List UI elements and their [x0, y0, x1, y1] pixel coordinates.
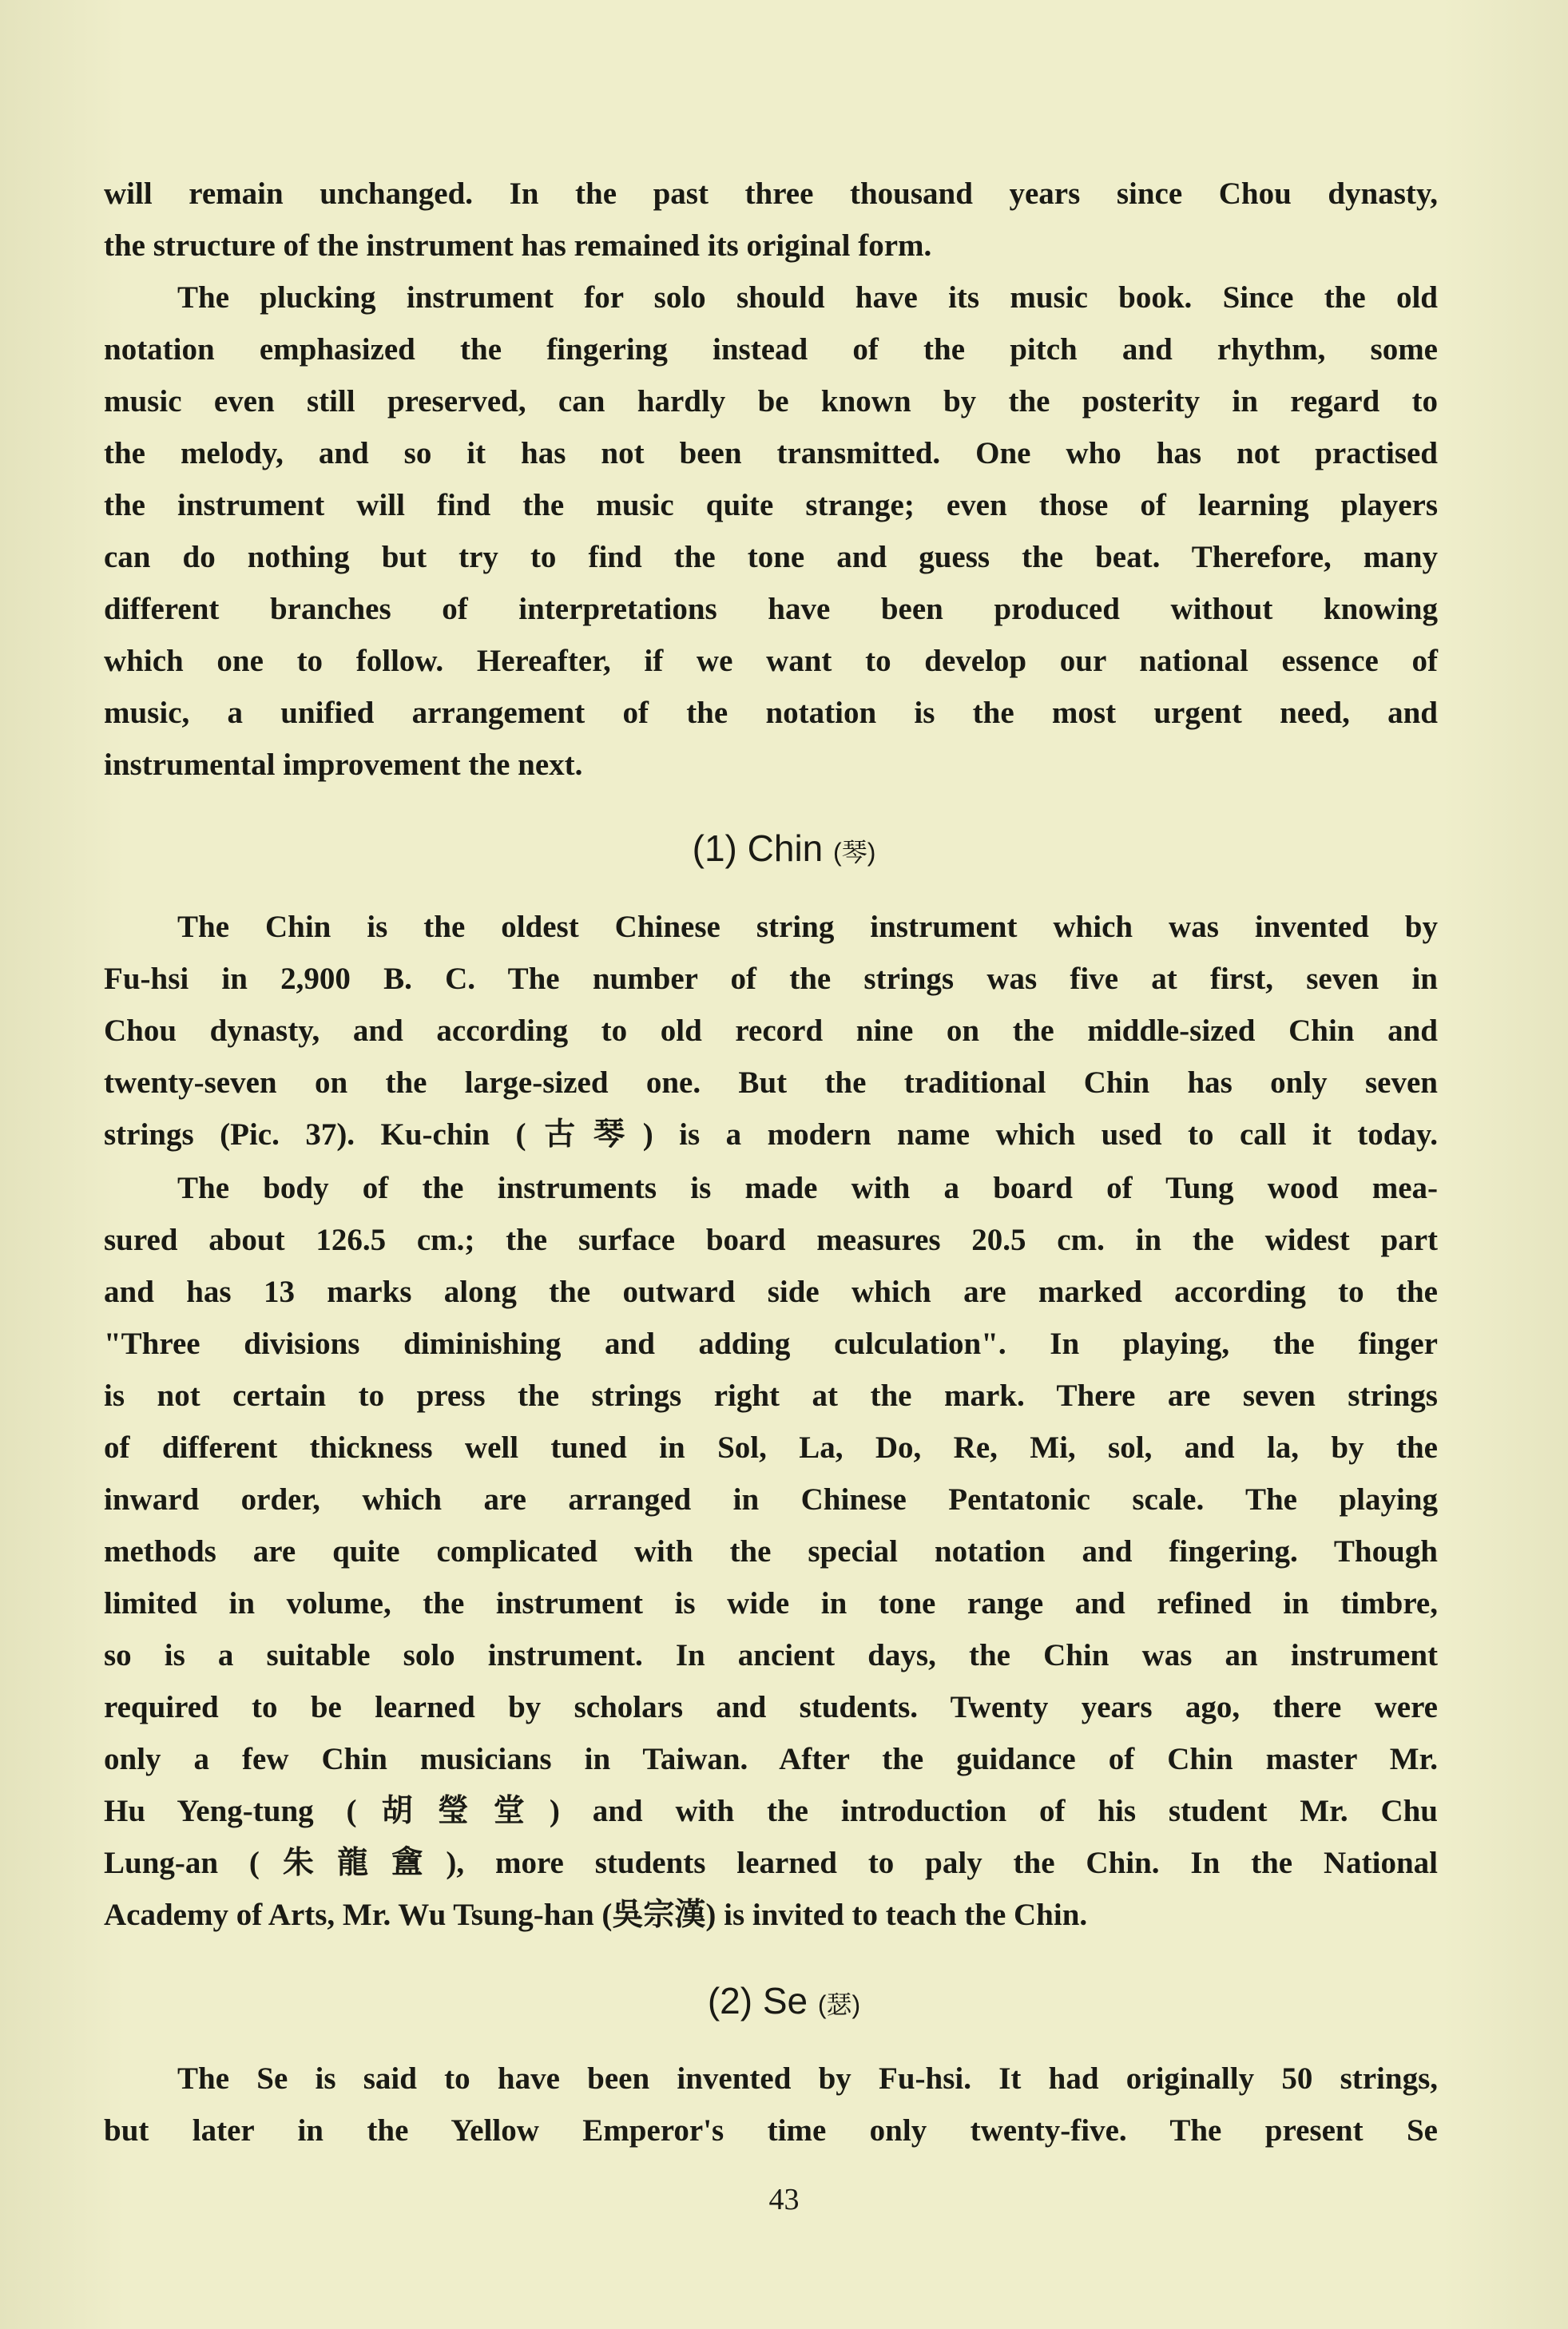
text-line: which one to follow. Hereafter, if we want to develop our national essence of	[104, 644, 1438, 678]
text-line: notation emphasized the fingering instead of the pitch and rhythm, some	[104, 332, 1438, 367]
chin-paragraph-2	[104, 1162, 1438, 1941]
text-line: of different thickness well tuned in Sol, La, Do, Re, Mi, sol, and la, by the	[104, 1430, 1438, 1465]
text-line: the melody, and so it has not been transmitted. One who has not practised	[104, 436, 1438, 470]
text-line: limited in volume, the instrument is wide in tone range and refined in timbre,	[104, 1586, 1438, 1621]
text-line: The Se is said to have been invented by Fu-hsi. It had originally 50 strings,	[177, 2061, 1438, 2096]
text-line: and has 13 marks along the outward side which are marked according to the	[104, 1275, 1438, 1309]
text-line: music even still preserved, can hardly be known by the posterity in regard to	[104, 384, 1438, 419]
text-line: the structure of the instrument has remained its original form.	[104, 228, 932, 263]
text-line: music, a unified arrangement of the notation is the most urgent need, and	[104, 696, 1438, 730]
text-line: different branches of interpretations have been produced without knowing	[104, 592, 1438, 626]
text-line: the instrument will find the music quite strange; even those of learning players	[104, 488, 1438, 522]
text-line: so is a suitable solo instrument. In ancient days, the Chin was an instrument	[104, 1638, 1438, 1672]
text-line: Fu-hsi in 2,900 B. C. The number of the strings was five at first, seven in	[104, 962, 1438, 996]
text-line: instrumental improvement the next.	[104, 748, 583, 782]
chin-paragraph-1	[104, 901, 1438, 1161]
section-heading-se	[0, 1979, 1568, 2022]
text-line: but later in the Yellow Emperor's time only twenty-five. The present Se	[104, 2113, 1438, 2148]
section-heading-chin	[0, 827, 1568, 870]
section-heading-cjk: (瑟)	[817, 1990, 861, 2019]
section-heading-cjk: (琴)	[833, 838, 876, 867]
se-paragraph	[104, 2053, 1438, 2156]
text-line: sured about 126.5 cm.; the surface board measures 20.5 cm. in the widest part	[104, 1223, 1438, 1257]
text-line: inward order, which are arranged in Chinese Pentatonic scale. The playing	[104, 1482, 1438, 1517]
text-line: Chou dynasty, and according to old record nine on the middle-sized Chin and	[104, 1014, 1438, 1048]
text-line: Lung-an (朱龍盦), more students learned to paly the Chin. In the National	[104, 1846, 1438, 1880]
text-line: The plucking instrument for solo should have its music book. Since the old	[177, 280, 1438, 315]
text-line: only a few Chin musicians in Taiwan. After the guidance of Chin master Mr.	[104, 1742, 1438, 1776]
text-line: methods are quite complicated with the special notation and fingering. Though	[104, 1534, 1438, 1569]
text-line: required to be learned by scholars and students. Twenty years ago, there were	[104, 1690, 1438, 1724]
text-line: "Three divisions diminishing and adding culculation". In playing, the finger	[104, 1327, 1438, 1361]
page-number: 43	[768, 2183, 800, 2216]
text-line: twenty-seven on the large-sized one. But the traditional Chin has only seven	[104, 1065, 1438, 1100]
text-line: The Chin is the oldest Chinese string instrument which was invented by	[177, 910, 1438, 944]
text-line: will remain unchanged. In the past three thousand years since Chou dynasty,	[104, 177, 1438, 211]
text-line: can do nothing but try to find the tone and guess the beat. Therefore, many	[104, 540, 1438, 574]
section-heading-text: (1) Chin	[692, 827, 834, 869]
text-line: The body of the instruments is made with a board of Tung wood mea-	[177, 1171, 1438, 1205]
text-line: is not certain to press the strings right at the mark. There are seven strings	[104, 1379, 1438, 1413]
intro-paragraph	[104, 168, 1438, 272]
text-line: strings (Pic. 37). Ku-chin (古琴) is a modern name which used to call it today.	[104, 1117, 1438, 1152]
text-line: Academy of Arts, Mr. Wu Tsung-han (吳宗漢) is invited to teach the Chin.	[104, 1898, 1088, 1932]
section-heading-text: (2) Se	[707, 1980, 818, 2022]
text-line: Hu Yeng-tung (胡瑩堂) and with the introduction of his student Mr. Chu	[104, 1794, 1438, 1828]
notation-paragraph	[104, 272, 1438, 791]
